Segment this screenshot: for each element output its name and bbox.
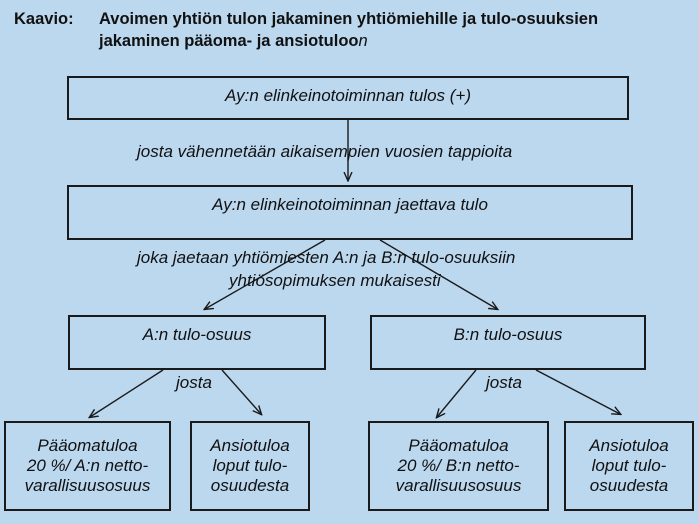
capital-a-line-3: varallisuusosuus [24,476,151,495]
share-b-label: B:n tulo-osuus [453,325,563,344]
earned-income-b-box [564,421,694,511]
earned-a-line-2: loput tulo- [212,456,288,475]
capital-a-line-2: 20 %/ A:n netto- [26,456,149,475]
operating-result-label: Ay:n elinkeinotoiminnan tulos (+) [224,86,471,105]
share-b-box [370,315,646,370]
earned-a-line-3: osuudesta [210,476,290,495]
split-label-line-2: yhtiösopimuksen mukaisesti [229,271,441,290]
arrow-b-to-earned [536,370,620,414]
distributable-income-label: Ay:n elinkeinotoiminnan jaettava tulo [212,195,488,214]
earned-b-line-3: osuudesta [589,476,669,495]
share-a-label: A:n tulo-osuus [142,325,252,344]
arrow-a-to-earned [222,370,261,414]
title-line-1: Avoimen yhtiön tulon jakaminen yhtiömiehille ja tulo-osuuksien [99,10,599,28]
capital-a-line-1: Pääomatuloa [37,436,138,455]
share-a-box [68,315,326,370]
arrow-b-to-capital [437,370,476,417]
title-label: Kaavio: [14,10,74,28]
capital-b-line-1: Pääomatuloa [408,436,509,455]
earned-b-line-2: loput tulo- [591,456,667,475]
distributable-income-box [67,185,633,240]
split-label-line-1: joka jaetaan yhtiömiesten A:n ja B:n tulo-osuuksiin [137,248,516,267]
capital-b-line-2: 20 %/ B:n netto- [397,456,520,475]
of-which-b-label: josta [486,373,522,392]
operating-result-box [67,76,629,120]
title-line-2: jakaminen pääoma- ja ansiotuloon [99,32,368,50]
capital-b-line-3: varallisuusosuus [395,476,522,495]
earned-b-line-1: Ansiotuloa [589,436,669,455]
capital-income-b-box [368,421,549,511]
deduct-losses-label: josta vähennetään aikaisempien vuosien tappioita [137,142,513,161]
of-which-a-label: josta [176,373,212,392]
earned-income-a-box [190,421,310,511]
earned-a-line-1: Ansiotuloa [210,436,290,455]
arrow-a-to-capital [90,370,163,417]
capital-income-a-box [4,421,171,511]
